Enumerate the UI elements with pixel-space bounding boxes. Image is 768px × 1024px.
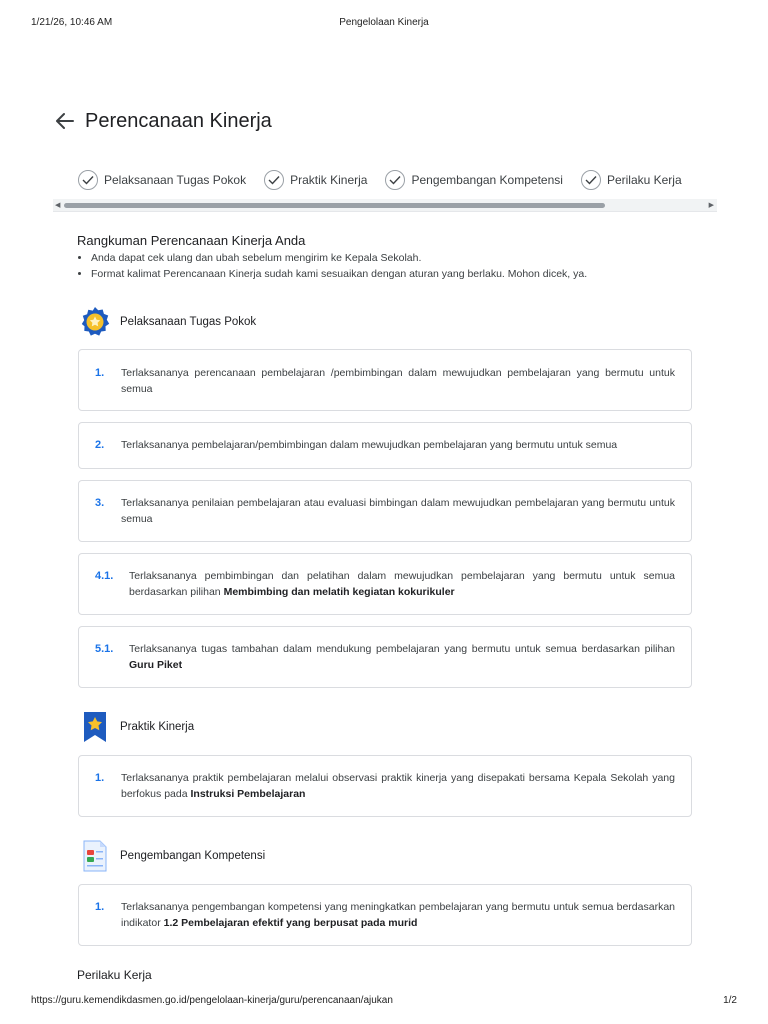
- document-icon: [80, 840, 110, 872]
- print-url: https://guru.kemendikdasmen.go.id/pengelolaan-kinerja/guru/perencanaan/ajukan: [31, 995, 393, 1006]
- step-pelaksanaan-tugas-pokok[interactable]: [78, 170, 246, 190]
- plan-item-card: [78, 480, 692, 542]
- step-label: Perilaku Kerja: [606, 173, 682, 187]
- bookmark-star-icon: [80, 711, 110, 743]
- item-text: Terlaksananya pengembangan kompetensi yang meningkatkan pembelajaran yang bermutu untuk semua berdasarkan indikator 1.2 Pembelajaran efektif yang berpusat pada murid: [121, 901, 675, 929]
- print-doc-title: Pengelolaan Kinerja: [339, 17, 429, 28]
- arrow-left-icon[interactable]: [55, 110, 77, 132]
- section-header-praktik-kinerja: [80, 711, 194, 743]
- item-text: Terlaksananya pembimbingan dan pelatihan dalam mewujudkan pembelajaran yang bermutu untuk semua berdasarkan pilihan Membimbing dan melatih kegiatan kokurikuler: [129, 570, 675, 598]
- summary-bullet: • Anda dapat cek ulang dan ubah sebelum mengirim ke Kepala Sekolah.: [91, 252, 587, 265]
- summary-title: Rangkuman Perencanaan Kinerja Anda: [77, 233, 306, 248]
- step-label: Pengembangan Kompetensi: [411, 173, 563, 187]
- item-text: Terlaksananya tugas tambahan dalam mendukung pembelajaran yang bermutu untuk semua berdasarkan pilihan Guru Piket: [129, 643, 675, 671]
- check-icon: [385, 170, 405, 190]
- print-header: [0, 17, 768, 31]
- item-choice: Membimbing dan melatih kegiatan kokurikuler: [223, 585, 455, 598]
- item-number: 1.: [95, 772, 105, 784]
- item-text: Terlaksananya penilaian pembelajaran atau evaluasi bimbingan dalam mewujudkan pembelajaran yang bermutu untuk semua: [121, 497, 675, 525]
- step-pengembangan-kompetensi[interactable]: [385, 170, 562, 190]
- section-label: Pelaksanaan Tugas Pokok: [120, 316, 257, 328]
- item-number: 3.: [95, 497, 105, 509]
- check-icon: [581, 170, 601, 190]
- item-number: 5.1.: [95, 643, 114, 655]
- page-header: [55, 107, 272, 135]
- step-praktik-kinerja[interactable]: [264, 170, 367, 190]
- step-label: Praktik Kinerja: [290, 173, 368, 187]
- step-label: Pelaksanaan Tugas Pokok: [104, 173, 247, 187]
- section-label: Pengembangan Kompetensi: [120, 850, 266, 862]
- item-number: 1.: [95, 367, 105, 379]
- section-header-pengembangan-kompetensi: [80, 840, 265, 872]
- horizontal-scrollbar[interactable]: [53, 199, 717, 212]
- plan-item-card: [78, 553, 692, 615]
- section-label: Praktik Kinerja: [120, 721, 195, 733]
- print-page-number: 1/2: [723, 995, 737, 1006]
- item-number: 1.: [95, 901, 105, 913]
- scroll-left-icon[interactable]: ◀: [55, 202, 61, 209]
- plan-item-card: [78, 422, 692, 469]
- print-datetime: 1/21/26, 10:46 AM: [31, 17, 113, 28]
- medal-icon: [80, 306, 110, 338]
- item-text: Terlaksananya praktik pembelajaran melalui observasi praktik kinerja yang disepakati bersama Kepala Sekolah yang berfokus pada Instruksi Pembelajaran: [121, 772, 675, 800]
- plan-item-card: [78, 626, 692, 688]
- item-choice: Instruksi Pembelajaran: [190, 787, 306, 800]
- check-icon: [78, 170, 98, 190]
- page-title: Perencanaan Kinerja: [85, 109, 272, 132]
- scroll-thumb[interactable]: [64, 203, 605, 208]
- item-text: Terlaksananya perencanaan pembelajaran /pembimbingan dalam mewujudkan pembelajaran yang bermutu untuk semua: [121, 367, 675, 395]
- summary-bullet: • Format kalimat Perencanaan Kinerja sudah kami sesuaikan dengan aturan yang berlaku. Mohon dicek, ya.: [91, 268, 587, 281]
- item-text: Terlaksananya pembelajaran/pembimbingan dalam mewujudkan pembelajaran yang bermutu untuk semua: [121, 439, 618, 451]
- plan-item-card: [78, 884, 692, 946]
- item-number: 4.1.: [95, 570, 114, 582]
- step-perilaku-kerja[interactable]: [581, 170, 682, 190]
- section-header-tugas-pokok: [80, 306, 256, 338]
- item-choice: Guru Piket: [129, 658, 183, 671]
- plan-item-card: [78, 349, 692, 411]
- item-number: 2.: [95, 439, 105, 451]
- scroll-right-icon[interactable]: ▶: [708, 202, 714, 209]
- check-icon: [264, 170, 284, 190]
- summary-list: [77, 252, 587, 284]
- section-header-perilaku-kerja: Perilaku Kerja: [77, 968, 152, 982]
- item-choice: 1.2 Pembelajaran efektif yang berpusat pada murid: [163, 916, 418, 929]
- step-tabs: [78, 170, 700, 190]
- plan-item-card: [78, 755, 692, 817]
